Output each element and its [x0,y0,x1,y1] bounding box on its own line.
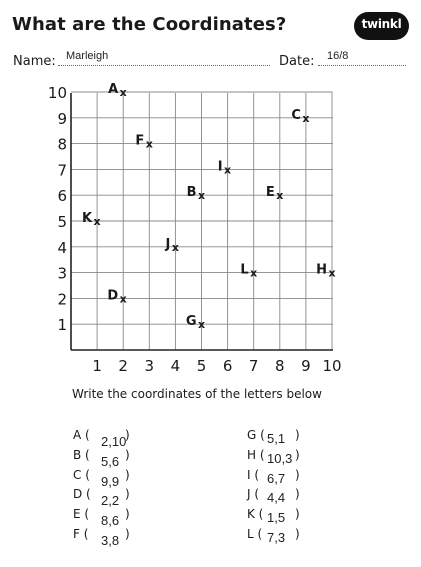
item-paren-close: ) [125,527,130,541]
item-paren-close: ) [295,487,300,502]
point-letter: C [291,107,301,123]
point-marker: x [93,215,101,228]
point-letter: K [82,211,93,226]
item-label: H ( [247,447,265,462]
instruction-text: Write the coordinates of the letters below [72,387,322,401]
point-marker: x [302,111,310,125]
point-letter: I [217,159,223,175]
point-marker: x [119,292,127,306]
y-tick-label: 7 [57,161,67,180]
item-paren-close: ) [295,527,300,541]
y-tick-label: 6 [57,187,67,206]
point-letter: A [108,82,119,97]
point-marker: x [250,266,258,280]
y-tick-label: 9 [57,109,67,128]
point-marker: x [197,318,206,332]
x-tick-label: 4 [170,357,181,375]
point-marker: x [171,240,179,254]
point-marker: x [276,189,284,203]
y-tick-label: 1 [57,316,67,335]
y-tick-label: 10 [47,84,67,102]
page-title: What are the Coordinates? [12,14,287,35]
item-label: L ( [247,527,263,541]
date-value[interactable]: 16/8 [327,50,349,62]
item-label: J ( [247,487,260,502]
answer-field[interactable]: 9,9 [101,473,120,489]
answer-field[interactable]: 1,5 [267,510,286,526]
item-paren-close: ) [125,428,130,442]
item-paren-close: ) [125,487,130,502]
point-marker: x [328,266,336,280]
point-marker: x [197,189,206,203]
x-tick-label: 7 [248,357,259,375]
x-tick-label: 3 [144,357,155,375]
item-paren-close: ) [125,467,130,482]
date-label: Date: [279,54,315,69]
item-paren-close: ) [125,507,130,522]
point-letter: E [265,185,275,201]
answer-field[interactable]: 5,1 [267,431,286,446]
point-marker: x [119,86,127,99]
point-letter: B [186,185,197,201]
answer-field[interactable]: 8,6 [101,513,120,529]
answer-field[interactable]: 7,3 [267,530,286,545]
item-label: F ( [73,527,89,541]
item-paren-close: ) [125,447,130,462]
x-tick-label: 8 [275,357,285,375]
item-label: G ( [247,428,265,442]
y-tick-label: 4 [57,238,67,257]
name-label: Name: [13,54,56,69]
answer-field[interactable]: 2,10 [101,434,127,449]
answer-field[interactable]: 2,2 [101,493,120,509]
item-label: E ( [73,507,90,522]
item-paren-close: ) [295,507,300,522]
point-letter: H [316,262,327,278]
x-tick-label: 6 [222,357,233,375]
item-label: I ( [247,467,260,482]
item-paren-close: ) [295,447,300,462]
item-paren-close: ) [295,467,300,482]
point-marker: x [145,137,153,151]
item-label: K ( [247,507,264,522]
answer-field[interactable]: 5,6 [101,453,120,469]
x-tick-label: 2 [118,357,128,375]
point-letter: G [185,314,197,330]
x-tick-label: 1 [92,357,102,375]
answer-field[interactable]: 3,8 [101,533,120,548]
x-tick-label: 10 [322,357,342,375]
point-letter: J [165,236,171,252]
answer-field[interactable]: 4,4 [267,490,286,506]
item-label: D ( [73,487,91,502]
y-tick-label: 8 [57,135,67,154]
logo-text: twinkl [361,17,402,31]
y-tick-label: 2 [57,290,67,309]
item-label: B ( [73,447,90,462]
x-tick-label: 9 [301,357,311,375]
point-letter: D [107,288,119,304]
point-letter: F [135,133,145,149]
answer-field[interactable]: 10,3 [267,450,293,466]
y-tick-label: 3 [57,264,67,283]
item-label: A ( [73,428,90,442]
y-tick-label: 5 [57,213,67,231]
x-tick-label: 5 [196,357,207,375]
item-paren-close: ) [295,428,300,442]
answer-field[interactable]: 6,7 [267,470,286,486]
name-value[interactable]: Marleigh [66,50,109,62]
point-letter: L [240,262,249,278]
item-label: C ( [73,467,90,482]
point-marker: x [224,163,232,177]
